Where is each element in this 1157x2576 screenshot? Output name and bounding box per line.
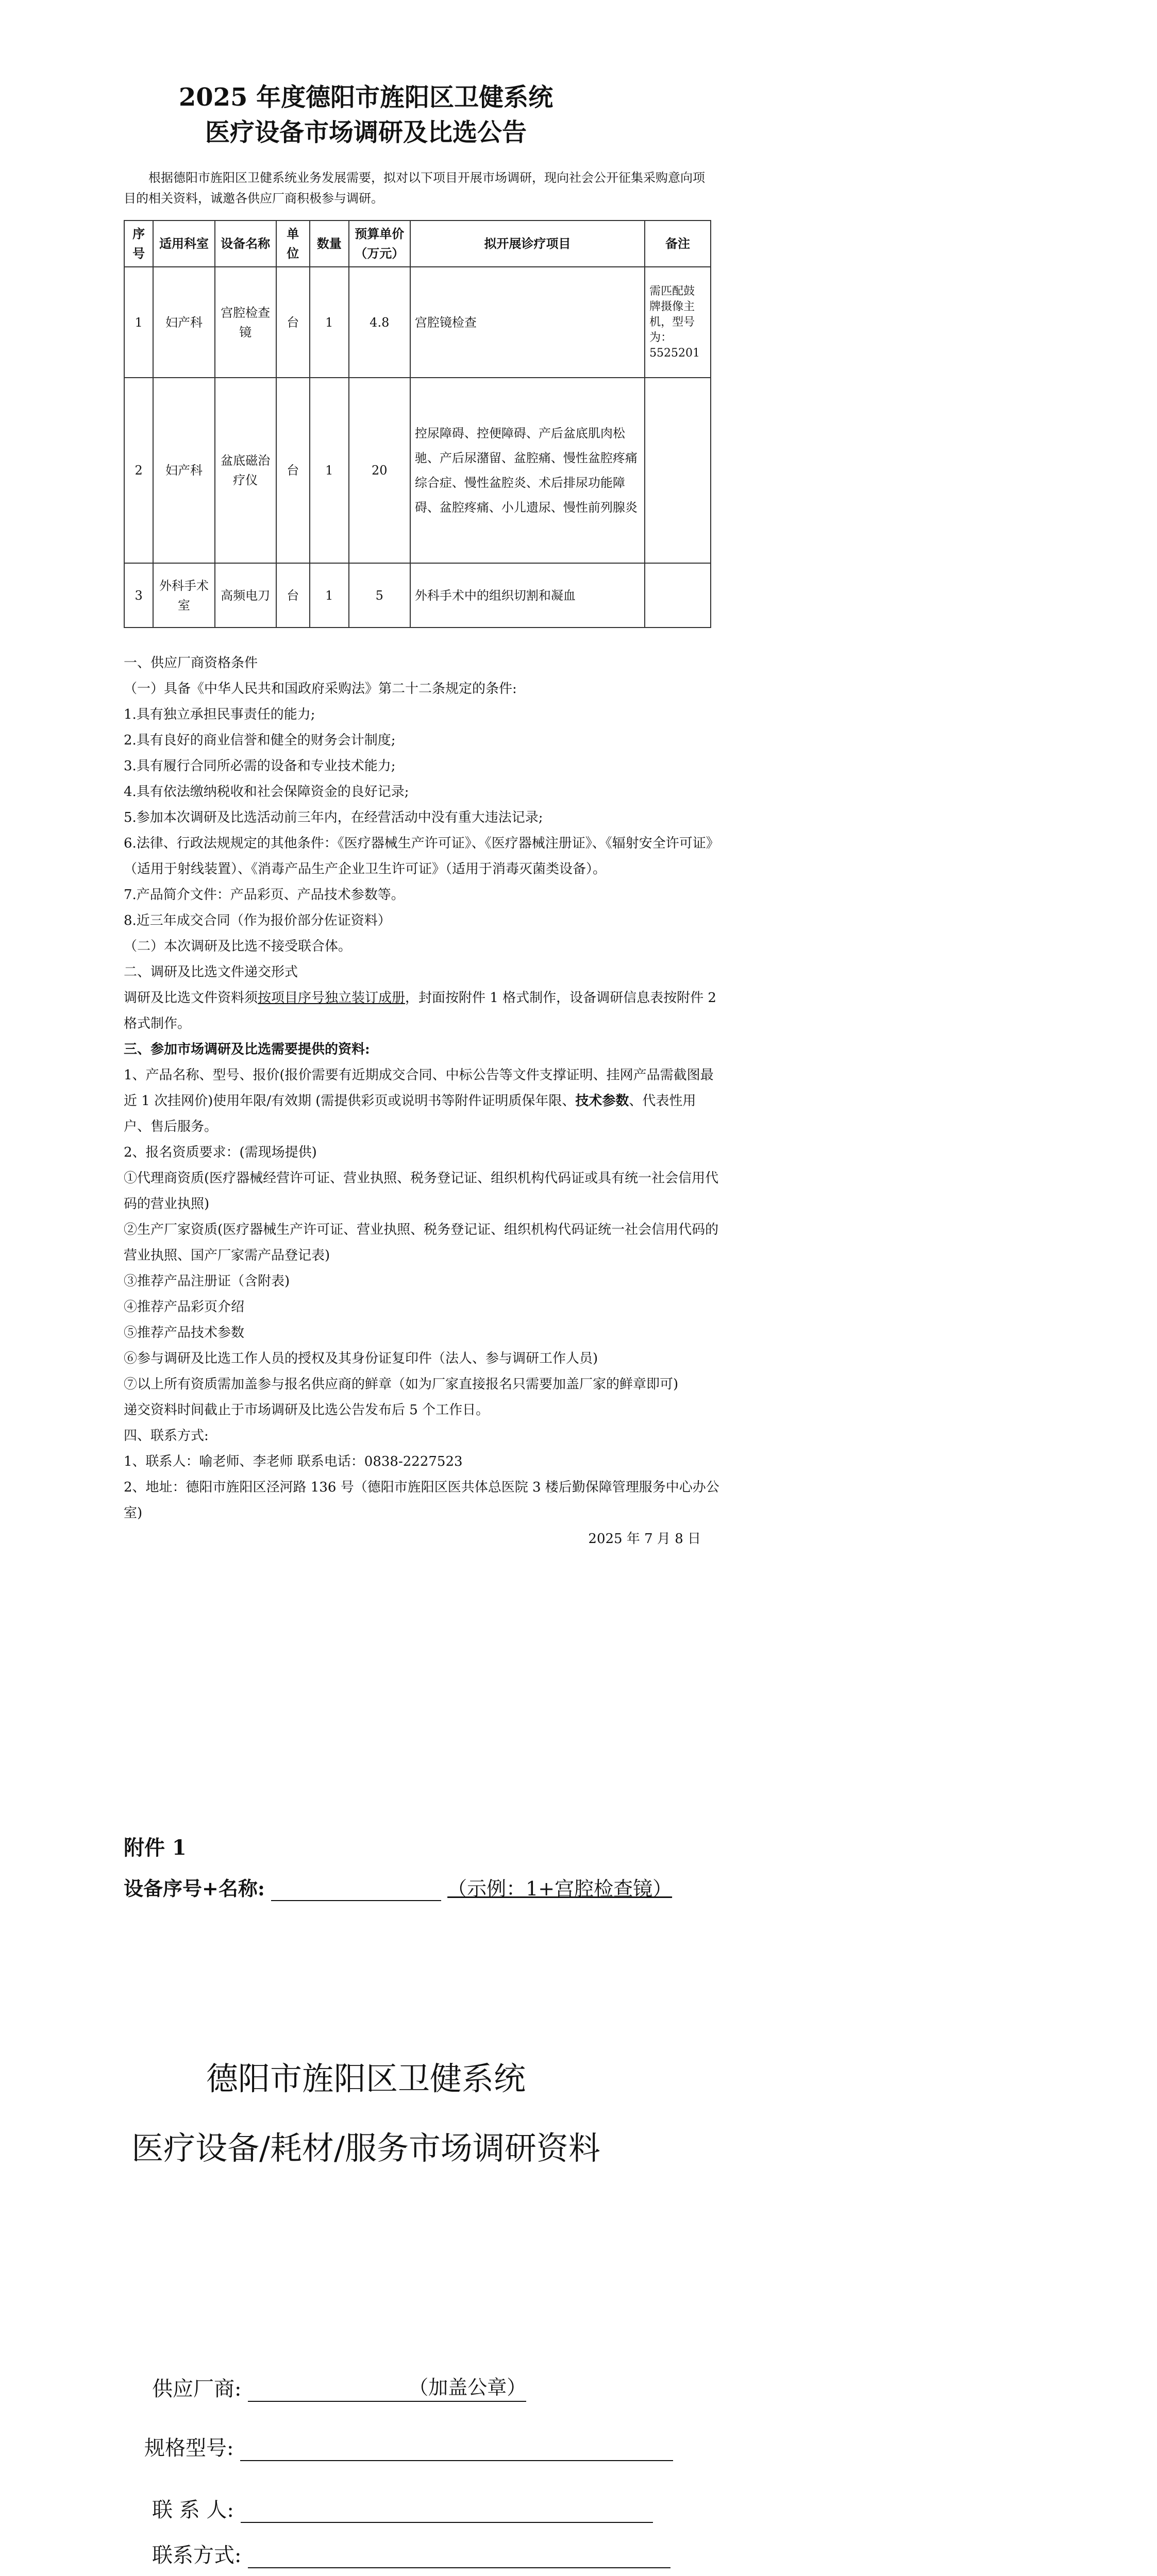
paragraph: （一）具备《中华人民共和国政府采购法》第二十二条规定的条件: xyxy=(124,681,517,697)
table-cell: 控尿障碍、控便障碍、产后盆底肌肉松驰、产后尿潴留、盆腔痛、慢性盆腔疼痛综合症、慢性盆腔炎、术后排尿功能障碍、盆腔疼痛、小儿遗尿、慢性前列腺炎 xyxy=(410,378,645,563)
notice-body xyxy=(124,650,722,1552)
paragraph: （二）本次调研及比选不接受联合体。 xyxy=(124,939,352,954)
col-header: 单位 xyxy=(276,221,310,267)
contact-method-row xyxy=(152,2539,670,2568)
table-row xyxy=(124,563,711,628)
table-cell: 盆底磁治疗仪 xyxy=(215,378,276,563)
attachment1-label: 附件 1 xyxy=(124,1836,187,1860)
list-item: 3.具有履行合同所必需的设备和专业技术能力; xyxy=(124,758,396,774)
table-cell: 高频电刀 xyxy=(215,563,276,628)
section-title: 三、参加市场调研及比选需要提供的资料: xyxy=(124,1042,370,1057)
paragraph: 2、地址：德阳市旌阳区泾河路 136 号（德阳市旌阳区医共体总医院 3 楼后勤保障管理服务中心办公室) xyxy=(124,1480,719,1521)
col-header: 设备名称 xyxy=(215,221,276,267)
list-item: 2.具有良好的商业信誉和健全的财务会计制度; xyxy=(124,733,396,748)
list-item: ⑦以上所有资质需加盖参与报名供应商的鲜章（如为厂家直接报名只需要加盖厂家的鲜章即可) xyxy=(124,1377,679,1392)
contact-method-input[interactable] xyxy=(248,2545,670,2568)
paragraph: 2、报名资质要求：(需现场提供) xyxy=(124,1145,317,1160)
list-item: 8.近三年成交合同（作为报价部分佐证资料） xyxy=(124,913,391,928)
table-cell: 4.8 xyxy=(349,267,410,378)
cover-title1: 德阳市旌阳区卫健系统 xyxy=(206,2060,526,2097)
contact-input[interactable] xyxy=(241,2499,653,2523)
list-item: ③推荐产品注册证（含附表) xyxy=(124,1274,290,1289)
table-cell: 台 xyxy=(276,378,310,563)
device-label: 设备序号+名称: xyxy=(124,1877,265,1900)
device-blank[interactable] xyxy=(271,1880,441,1901)
model-label: 规格型号: xyxy=(144,2436,234,2460)
paragraph: 递交资料时间截止于市场调研及比选公告发布后 5 个工作日。 xyxy=(124,1402,490,1418)
model-row xyxy=(144,2432,673,2461)
contact-method-label: 联系方式: xyxy=(152,2544,242,2567)
list-item: 5.参加本次调研及比选活动前三年内，在经营活动中没有重大违法记录; xyxy=(124,810,543,825)
table-cell: 妇产科 xyxy=(153,267,214,378)
table-row xyxy=(124,267,711,378)
col-header: 拟开展诊疗项目 xyxy=(410,221,645,267)
col-header: 适用科室 xyxy=(153,221,214,267)
equipment-table xyxy=(124,220,711,628)
notice-title-line1: 2025 年度德阳市旌阳区卫健系统 xyxy=(178,83,554,112)
table-cell: 外科手术中的组织切割和凝血 xyxy=(410,563,645,628)
list-item: 6.法律、行政法规规定的其他条件：《医疗器械生产许可证》、《医疗器械注册证》、《辐射安全许可证》（适用于射线装置）、《消毒产品生产企业卫生许可证》（适用于消毒灭菌类设备）。 xyxy=(124,836,719,877)
table-cell: 妇产科 xyxy=(153,378,214,563)
col-header: 备注 xyxy=(645,221,711,267)
device-example: （示例：1+宫腔检查镜） xyxy=(447,1877,673,1900)
notice-title-line2: 医疗设备市场调研及比选公告 xyxy=(205,118,527,147)
contact-label: 联 系 人: xyxy=(152,2498,234,2522)
list-item: ②生产厂家资质(医疗器械生产许可证、营业执照、税务登记证、组织机构代码证统一社会信用代码的营业执照、国产厂家需产品登记表) xyxy=(124,1222,719,1263)
equipment-table-header xyxy=(124,221,711,267)
section-title: 二、调研及比选文件递交形式 xyxy=(124,964,298,980)
notice-intro: 根据德阳市旌阳区卫健系统业务发展需要，拟对以下项目开展市场调研，现向社会公开征集采购意向项目的相关资料，诚邀各供应厂商积极参与调研。 xyxy=(124,171,705,206)
paragraph: 1、联系人：喻老师、李老师 联系电话：0838-2227523 xyxy=(124,1454,463,1469)
table-cell: 宫腔检查镜 xyxy=(215,267,276,378)
supplier-row xyxy=(152,2372,526,2402)
supplier-label: 供应厂商: xyxy=(152,2377,242,2401)
col-header: 数量 xyxy=(310,221,349,267)
paragraph xyxy=(124,985,722,1037)
table-cell: 外科手术室 xyxy=(153,563,214,628)
table-cell: 台 xyxy=(276,267,310,378)
table-cell xyxy=(645,378,711,563)
text: 调研及比选文件资料须 xyxy=(124,990,258,1006)
cover-title2: 医疗设备/耗材/服务市场调研资料 xyxy=(131,2129,600,2167)
table-cell: 台 xyxy=(276,563,310,628)
contact-row xyxy=(152,2494,653,2523)
underlined-text: 按项目序号独立装订成册 xyxy=(258,990,406,1006)
supplier-stamp: （加盖公章） xyxy=(409,2376,527,2399)
col-header: 序号 xyxy=(124,221,153,267)
section-title: 四、联系方式: xyxy=(124,1428,209,1444)
section-title: 一、供应厂商资格条件 xyxy=(124,655,258,671)
model-input[interactable] xyxy=(240,2437,673,2461)
table-cell: 1 xyxy=(310,563,349,628)
table-cell: 20 xyxy=(349,378,410,563)
list-item: ④推荐产品彩页介绍 xyxy=(124,1299,245,1315)
table-cell: 1 xyxy=(124,267,153,378)
attachment1-line xyxy=(124,1873,672,1901)
table-row xyxy=(124,378,711,563)
list-item: ①代理商资质(医疗器械经营许可证、营业执照、税务登记证、组织机构代码证或具有统一社会信用代码的营业执照) xyxy=(124,1171,719,1212)
list-item: 1.具有独立承担民事责任的能力; xyxy=(124,707,315,722)
text: 、代表性用户、售后服务。 xyxy=(124,1093,696,1134)
paragraph xyxy=(124,1062,722,1140)
list-item: ⑤推荐产品技术参数 xyxy=(124,1325,245,1341)
supplier-input[interactable] xyxy=(248,2378,526,2402)
table-cell xyxy=(645,563,711,628)
col-header: 预算单价（万元） xyxy=(349,221,410,267)
table-cell: 1 xyxy=(310,378,349,563)
text: ，封面按附件 1 格式制作，设备调研信息表按附件 2 格式制作。 xyxy=(124,990,716,1031)
bold-text: 技术参数 xyxy=(575,1093,629,1109)
table-cell: 3 xyxy=(124,563,153,628)
table-cell: 需匹配鼓牌摄像主机，型号为：5525201 xyxy=(645,267,711,378)
list-item: ⑥参与调研及比选工作人员的授权及其身份证复印件（法人、参与调研工作人员) xyxy=(124,1351,598,1366)
table-cell: 2 xyxy=(124,378,153,563)
text: 1、产品名称、型号、报价(报价需要有近期成交合同、中标公告等文件支撑证明、挂网产品需截图最近 1 次挂网价)使用年限/有效期 (需提供彩页或说明书等附件证明质保年限、 xyxy=(124,1067,714,1109)
table-cell: 1 xyxy=(310,267,349,378)
notice-date: 2025 年 7 月 8 日 xyxy=(588,1531,701,1547)
table-cell: 5 xyxy=(349,563,410,628)
table-cell: 宫腔镜检查 xyxy=(410,267,645,378)
list-item: 4.具有依法缴纳税收和社会保障资金的良好记录; xyxy=(124,784,409,800)
list-item: 7.产品简介文件：产品彩页、产品技术参数等。 xyxy=(124,887,405,903)
